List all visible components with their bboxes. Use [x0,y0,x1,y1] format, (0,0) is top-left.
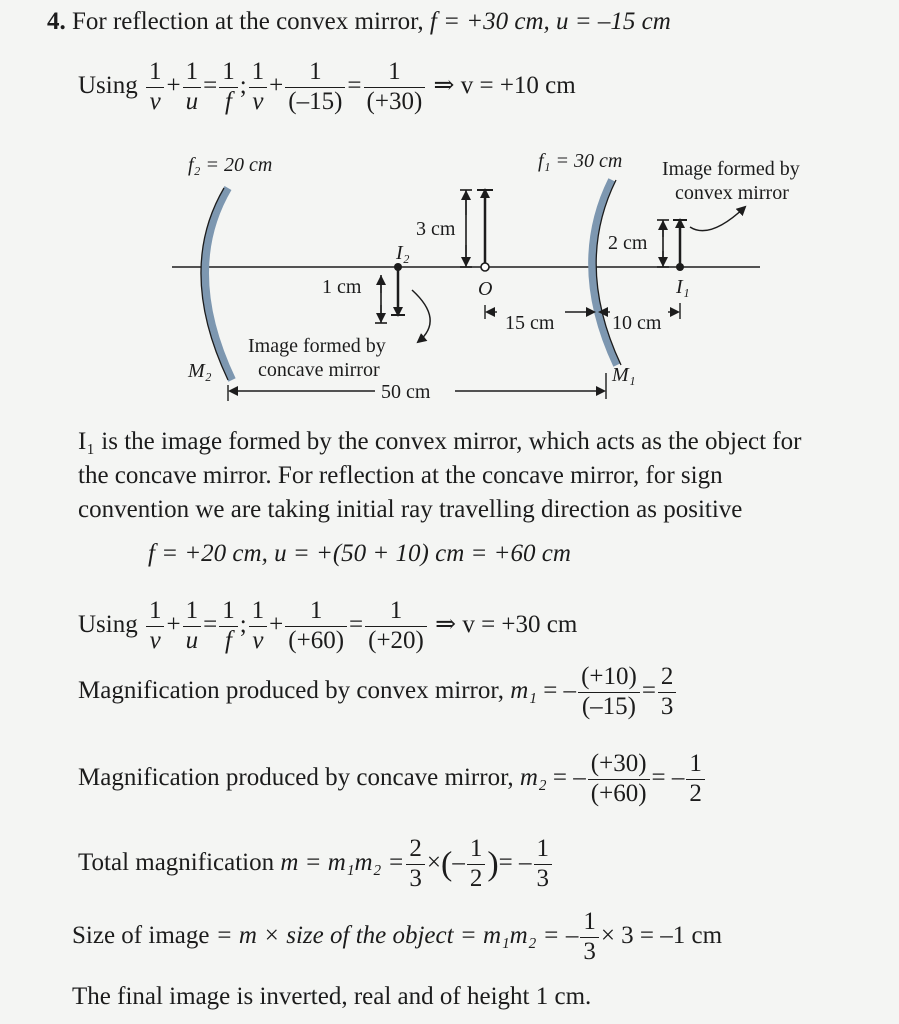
image-convex-label-1: Image formed by [662,158,800,180]
using-label-2: Using [78,610,138,638]
i1-height-label: 2 cm [608,232,648,254]
total-magnification: Total magnification m = m₁m₂ = $\frac{2}{3}$ ×(– $\frac{1}{2}$ )= – $\frac{1}{3}$ [78,835,554,894]
mag2-rnum: 1 [686,750,705,780]
image-concave-label-1: Image formed by [248,335,386,357]
total-anum: 2 [406,835,425,865]
mirror-diagram [0,145,899,415]
f-value-1: (+30) [366,87,423,115]
mag2-den: (+60) [590,779,647,807]
explanation-paragraph: I₁ is the image formed by the convex mirror, which acts as the object for the concave mirror. For reflection at the concave mirror, for sign convention we are taking initial ray travelling direction as positive [78,428,802,523]
conclusion: The final image is inverted, real and of height 1 cm. [72,983,592,1010]
total-expr: m = m₁m₂ = [280,848,405,876]
dist-m1i1-label: 10 cm [612,312,662,334]
result-1: ⇒ v = +10 cm [433,71,576,99]
mag2-rden: 2 [689,779,702,807]
i2-height-label: 1 cm [322,276,362,298]
object-label: O [478,278,493,300]
total-rnum: 1 [534,835,553,865]
using-label: Using [78,71,138,99]
problem-line [47,8,671,37]
object-height-label: 3 cm [416,218,456,240]
mag1-rden: 3 [660,692,674,720]
f1-label: f₁ = 30 cm [538,150,623,172]
total-rden: 3 [536,864,550,892]
result-2: ⇒ v = +30 cm [435,610,578,638]
mag2-num: (+30) [588,750,650,780]
mag1-lead: Magnification produced by convex mirror, [78,676,504,704]
total-bnum: 1 [467,835,486,865]
mag2-lead: Magnification produced by concave mirror, [78,763,514,791]
m1-label: M₁ [612,364,636,386]
object-height-dim [460,190,472,267]
size-of-image: Size of image = m × size of the object = m₁m₂ = – $\frac{1}{3}$ × 3 = –1 cm [72,908,723,965]
i2-height-dim [375,275,387,323]
u-value-2: (+60) [288,626,345,654]
i1-height-dim [657,220,669,267]
f-value-2: (+20) [368,626,424,654]
magnification-concave: Magnification produced by concave mirror, m₂ = – $\frac{(+30)}{(+60)}$ = – $\frac{1}{2}$ [78,750,707,809]
mag1-den: (–15) [581,692,637,720]
mag1-rnum: 2 [658,663,677,693]
size-expr: = m × size of the object = m₁m₂ = [215,921,560,949]
problem-number: 4. [47,8,66,35]
dist-m2m1-label: 50 cm [381,381,431,403]
size-rden: 3 [583,937,596,965]
size-tail: × 3 = –1 cm [600,921,723,949]
m2-label: M₂ [188,360,212,382]
f2-label: f₂ = 20 cm [188,154,273,176]
size-rnum: 1 [580,908,599,938]
image-i2-arrow [391,267,405,315]
dist-om1-label: 15 cm [505,312,555,334]
size-lead: Size of image [72,921,210,949]
u-value-1: (–15) [288,87,343,115]
given-concave-text: f = +20 cm, u = +(50 + 10) cm = +60 cm [148,540,571,567]
lens-equation-concave: Using $\frac{1}{v}$ + $\frac{1}{u}$ = $\frac{1}{f}$ ; $\frac{1}{v}$ + $\frac{1}{(+60)}$ = $\frac{1}{(+20)}$ ⇒ v = +30 cm [78,597,578,654]
problem-statement: For reflection at the convex mirror, [72,8,424,35]
object-arrow [477,190,493,267]
total-aden: 3 [409,864,422,892]
total-bden: 2 [469,864,483,892]
mag1-num: (+10) [578,663,640,693]
lens-equation-convex: Using $\frac{1}{v}$ + $\frac{1}{u}$ = $\frac{1}{f}$ ; $\frac{1}{v}$ + $\frac{1}{(-15)}$ = $\frac{1}{(+30)}$ ⇒ v = +10 cm [78,58,576,115]
i2-label: I₂ [396,242,410,264]
image-concave-label-2: concave mirror [258,359,380,381]
image-convex-label-2: convex mirror [675,182,789,204]
problem-given: f = +30 cm, u = –15 cm [429,8,671,35]
i1-label: I₁ [676,276,690,298]
magnification-convex: Magnification produced by convex mirror, m₁ = – $\frac{(+10)}{(-15)}$ = $\frac{2}{3}$ [78,663,678,722]
concave-mirror-m2 [205,188,232,380]
mag1-symbol: m₁ [510,676,537,704]
mag2-symbol: m₂ [519,763,547,791]
image-i1-arrow [673,220,687,267]
total-lead: Total magnification [78,848,275,876]
given-concave [148,540,571,569]
